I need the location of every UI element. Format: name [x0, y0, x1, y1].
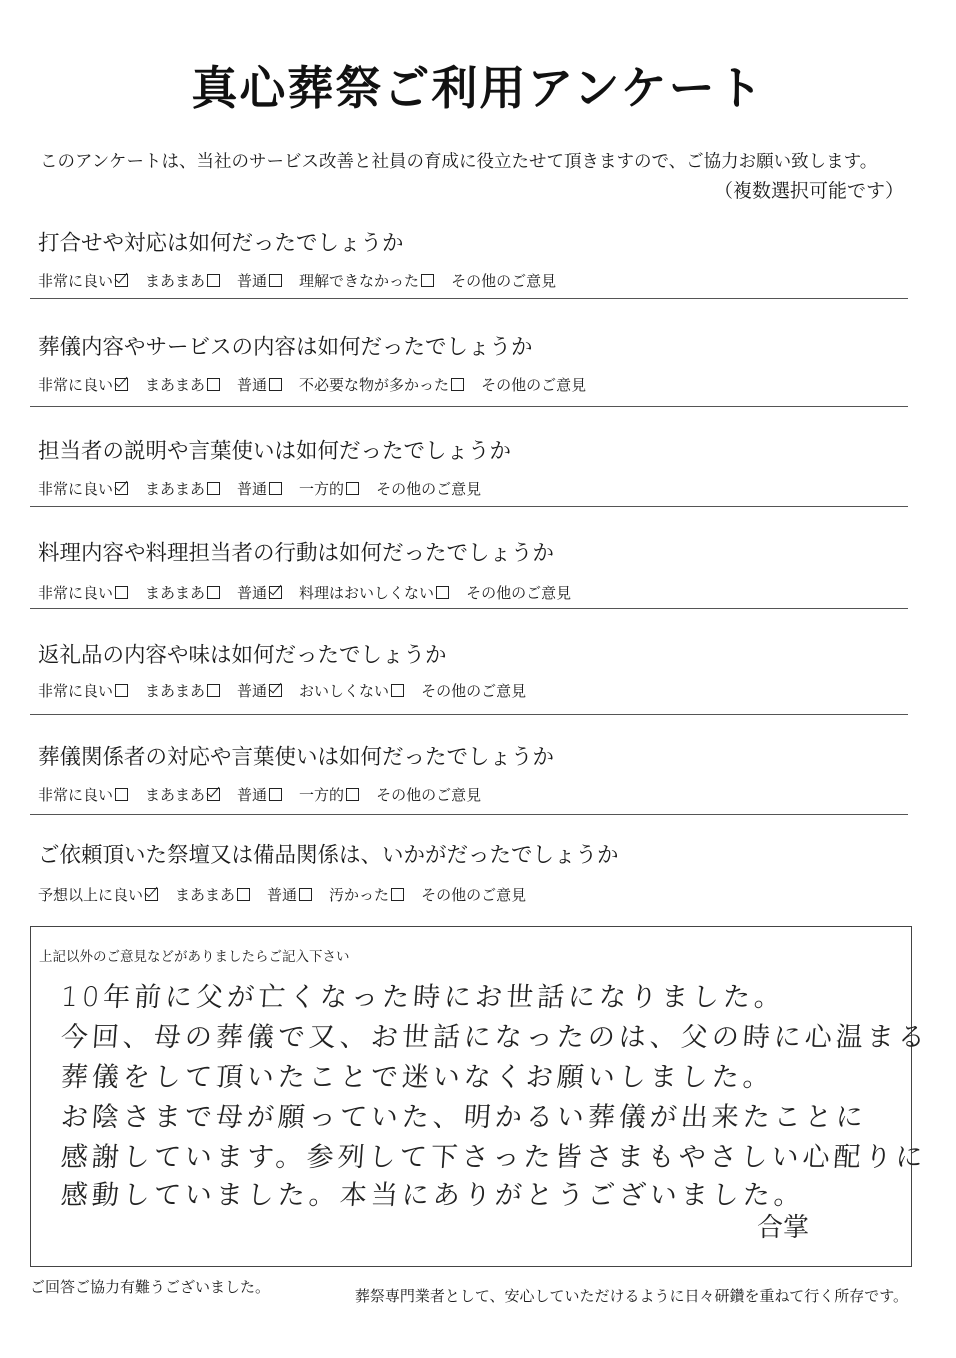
checked-checkbox[interactable]: [115, 378, 128, 391]
answer-option[interactable]: [145, 374, 220, 395]
answer-option[interactable]: [38, 680, 128, 701]
checked-checkbox[interactable]: [115, 274, 128, 287]
question-text: 返礼品の内容や味は如何だったでしょうか: [38, 643, 447, 668]
answer-option[interactable]: [299, 680, 404, 701]
option-label: 不必要な物が多かった: [299, 376, 450, 394]
multi-select-note: （複数選択可能です）: [713, 180, 904, 202]
answer-option[interactable]: [299, 582, 449, 603]
answer-option[interactable]: [299, 784, 359, 805]
answer-option[interactable]: [299, 270, 434, 291]
answer-option[interactable]: [237, 680, 282, 701]
answer-option[interactable]: [38, 884, 158, 905]
option-label: 非常に良い: [38, 272, 114, 290]
handwritten-line: お陰さまで母が願っていた、明かるい葬儀が出来たことに: [59, 1102, 868, 1133]
answer-option[interactable]: [145, 582, 220, 603]
option-label: 理解できなかった: [299, 272, 420, 290]
handwritten-line: 葬儀をして頂いたことで迷いなくお願いしました。: [59, 1062, 775, 1093]
checkbox[interactable]: [436, 586, 449, 599]
option-label: 一方的: [299, 480, 345, 498]
option-label: 普通: [237, 682, 268, 700]
answer-option[interactable]: [145, 784, 220, 805]
answer-options: [38, 478, 498, 499]
answer-options: [38, 784, 498, 805]
section-divider: [30, 608, 908, 609]
other-opinion-label: その他のご意見: [376, 480, 482, 498]
checkbox[interactable]: [115, 586, 128, 599]
answer-option[interactable]: [329, 884, 404, 905]
checkbox[interactable]: [207, 378, 220, 391]
section-divider: [30, 814, 908, 815]
option-label: 非常に良い: [38, 786, 114, 804]
option-label: おいしくない: [299, 682, 390, 700]
answer-option[interactable]: [38, 374, 128, 395]
checkbox[interactable]: [269, 378, 282, 391]
answer-options: [38, 884, 543, 905]
handwritten-line: 今回、母の葬儀で又、お世話になったのは、父の時に心温まる: [59, 1022, 930, 1053]
section-divider: [30, 714, 908, 715]
checkbox[interactable]: [269, 274, 282, 287]
option-label: まあまあ: [145, 272, 206, 290]
checkbox[interactable]: [346, 788, 359, 801]
option-label: 普通: [237, 480, 268, 498]
option-label: 非常に良い: [38, 682, 114, 700]
option-label: まあまあ: [145, 584, 206, 602]
option-label: まあまあ: [145, 376, 206, 394]
survey-title: 真心葬祭ご利用アンケート: [191, 61, 765, 115]
handwritten-line: 感動していました。本当にありがとうございました。: [59, 1180, 806, 1211]
checkbox[interactable]: [115, 684, 128, 697]
answer-options: [38, 680, 543, 701]
option-label: 普通: [237, 376, 268, 394]
option-label: 非常に良い: [38, 480, 114, 498]
other-opinion-label: その他のご意見: [481, 376, 587, 394]
checked-checkbox[interactable]: [115, 482, 128, 495]
question-text: 料理内容や料理担当者の行動は如何だったでしょうか: [38, 541, 555, 566]
checked-checkbox[interactable]: [269, 684, 282, 697]
free-comment-box: [30, 926, 930, 1267]
option-label: 非常に良い: [38, 376, 114, 394]
free-comment-label: 上記以外のご意見などがありましたらご記入下さい: [39, 949, 350, 965]
question-text: 担当者の説明や言葉使いは如何だったでしょうか: [38, 439, 512, 464]
question-text: ご依頼頂いた祭壇又は備品関係は、いかがだったでしょうか: [38, 843, 619, 868]
answer-options: [38, 582, 588, 603]
checked-checkbox[interactable]: [269, 586, 282, 599]
answer-option[interactable]: [299, 478, 359, 499]
section-divider: [30, 406, 908, 407]
checked-checkbox[interactable]: [207, 788, 220, 801]
footer-thanks: ご回答ご協力有難うございました。: [30, 1278, 271, 1296]
handwritten-line: 感謝しています。参列して下さった皆さまもやさしい心配りに: [59, 1142, 928, 1173]
other-opinion-label: その他のご意見: [451, 272, 557, 290]
option-label: 普通: [237, 272, 268, 290]
intro-text: このアンケートは、当社のサービス改善と社員の育成に役立たせて頂きますので、ご協力お願い致します。: [40, 152, 878, 172]
option-label: 普通: [267, 886, 298, 904]
checkbox[interactable]: [237, 888, 250, 901]
answer-option[interactable]: [237, 374, 282, 395]
checkbox[interactable]: [115, 788, 128, 801]
checkbox[interactable]: [207, 274, 220, 287]
answer-option[interactable]: [237, 582, 282, 603]
option-label: まあまあ: [145, 682, 206, 700]
signature: 合掌: [757, 1213, 810, 1243]
answer-option[interactable]: [237, 478, 282, 499]
checkbox[interactable]: [207, 586, 220, 599]
other-opinion-label: その他のご意見: [466, 584, 572, 602]
checkbox[interactable]: [391, 684, 404, 697]
checkbox[interactable]: [421, 274, 434, 287]
answer-option[interactable]: [38, 582, 128, 603]
option-label: まあまあ: [145, 480, 206, 498]
checkbox[interactable]: [207, 684, 220, 697]
answer-option[interactable]: [267, 884, 312, 905]
checkbox[interactable]: [391, 888, 404, 901]
answer-option[interactable]: [38, 270, 128, 291]
other-opinion-label: その他のご意見: [421, 682, 527, 700]
answer-option[interactable]: [237, 270, 282, 291]
handwritten-line: 10年前に父が亡くなった時にお世話になりました。: [59, 982, 787, 1013]
answer-option[interactable]: [38, 478, 128, 499]
other-opinion-label: その他のご意見: [421, 886, 527, 904]
option-label: 普通: [237, 786, 268, 804]
checkbox[interactable]: [269, 482, 282, 495]
question-text: 打合せや対応は如何だったでしょうか: [38, 231, 404, 256]
option-label: 一方的: [299, 786, 345, 804]
option-label: 予想以上に良い: [38, 886, 144, 904]
question-text: 葬儀内容やサービスの内容は如何だったでしょうか: [38, 335, 533, 360]
answer-option[interactable]: [38, 784, 128, 805]
question-text: 葬儀関係者の対応や言葉使いは如何だったでしょうか: [38, 745, 555, 770]
answer-options: [38, 270, 573, 291]
section-divider: [30, 506, 908, 507]
checkbox[interactable]: [207, 482, 220, 495]
checkbox[interactable]: [269, 788, 282, 801]
option-label: 汚かった: [329, 886, 390, 904]
answer-options: [38, 374, 603, 395]
option-label: 非常に良い: [38, 584, 114, 602]
checkbox[interactable]: [346, 482, 359, 495]
footer-statement: 葬祭専門業者として、安心していただけるように日々研鑽を重ねて行く所存です。: [354, 1287, 908, 1305]
checked-checkbox[interactable]: [145, 888, 158, 901]
other-opinion-label: その他のご意見: [376, 786, 482, 804]
answer-option[interactable]: [175, 884, 250, 905]
checkbox[interactable]: [299, 888, 312, 901]
answer-option[interactable]: [145, 478, 220, 499]
answer-option[interactable]: [145, 270, 220, 291]
answer-option[interactable]: [299, 374, 464, 395]
option-label: まあまあ: [175, 886, 236, 904]
section-divider: [30, 298, 908, 299]
checkbox[interactable]: [451, 378, 464, 391]
answer-option[interactable]: [145, 680, 220, 701]
option-label: 普通: [237, 584, 268, 602]
option-label: まあまあ: [145, 786, 206, 804]
option-label: 料理はおいしくない: [299, 584, 435, 602]
answer-option[interactable]: [237, 784, 282, 805]
